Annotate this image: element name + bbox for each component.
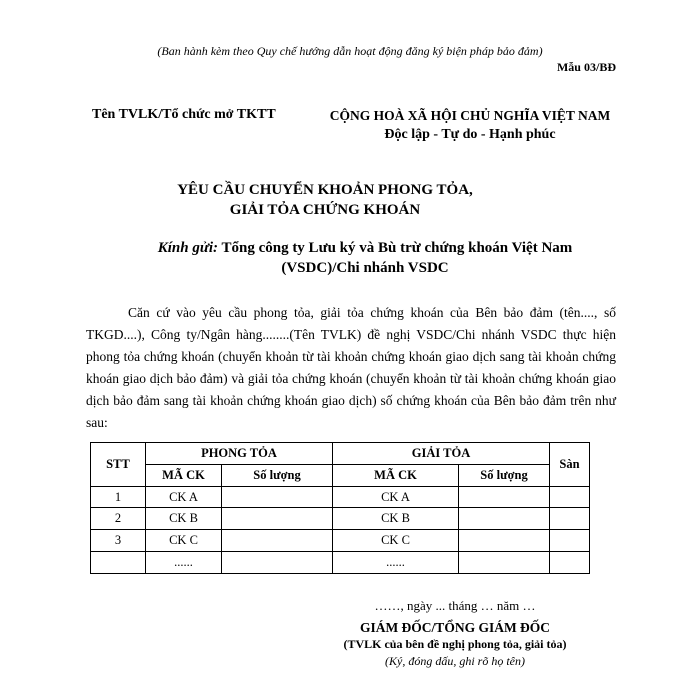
header-release: GIẢI TỎA bbox=[333, 443, 550, 465]
table-row bbox=[91, 530, 590, 552]
document-title bbox=[120, 180, 530, 220]
signature-note: (Ký, đóng dấu, ghi rõ họ tên) bbox=[385, 654, 525, 668]
recipient-line-2: (VSDC)/Chi nhánh VSDC bbox=[281, 260, 449, 276]
reference-note: (Ban hành kèm theo Quy chế hướng dẫn hoạt động đăng ký biện pháp bảo đảm) bbox=[157, 44, 543, 58]
table-subheader-row bbox=[91, 464, 590, 486]
row-release-quantity[interactable] bbox=[459, 530, 550, 552]
row-block-quantity[interactable] bbox=[222, 530, 333, 552]
header-stt: STT bbox=[91, 443, 146, 487]
signature-role: GIÁM ĐỐC/TỔNG GIÁM ĐỐC bbox=[359, 620, 551, 635]
table-header-row bbox=[91, 443, 590, 465]
row-release-quantity[interactable] bbox=[459, 486, 550, 508]
row-exchange[interactable] bbox=[550, 552, 590, 574]
row-exchange[interactable] bbox=[550, 530, 590, 552]
row-exchange[interactable] bbox=[550, 508, 590, 530]
signature-date-line: ……, ngày ... tháng … năm … bbox=[374, 598, 536, 613]
table-row bbox=[91, 486, 590, 508]
recipient-line-1 bbox=[130, 238, 600, 258]
recipient-name: Tổng công ty Lưu ký và Bù trừ chứng khoán Việt Nam bbox=[221, 240, 573, 256]
signature-sub-role: (TVLK của bên đề nghị phong tỏa, giải tỏa) bbox=[343, 637, 567, 651]
row-release-quantity[interactable] bbox=[459, 508, 550, 530]
row-release-code: CK C bbox=[333, 530, 459, 552]
row-block-quantity[interactable] bbox=[222, 508, 333, 530]
header-exchange: Sàn bbox=[550, 443, 590, 487]
row-block-code: CK C bbox=[146, 530, 222, 552]
header-release-code: MÃ CK bbox=[333, 464, 459, 486]
row-exchange[interactable] bbox=[550, 486, 590, 508]
body-paragraph: Căn cứ vào yêu cầu phong tỏa, giải tỏa chứng khoán của Bên bảo đảm (tên...., số TKGD....), Công ty/Ngân hàng........(Tên TVLK) đề nghị VSDC/Chi nhánh VSDC thực hiện phong tỏa chứng khoán (chuyển khoản từ tài khoản chứng khoán giao dịch sang tài khoản chứng khoán giao dịch bảo đảm) và giải tỏa chứng khoán (chuyển khoản từ tài khoản chứng khoán giao dịch bảo đảm sang tài khoản chứng khoán giao dịch) số chứng khoán của Bên bảo đảm trên như sau: bbox=[86, 305, 616, 430]
org-label: Tên TVLK/Tổ chức mở TKTT bbox=[92, 107, 276, 122]
table-row bbox=[91, 552, 590, 574]
row-release-code: ...... bbox=[333, 552, 459, 574]
securities-table bbox=[90, 442, 590, 574]
header-block-quantity: Số lượng bbox=[222, 464, 333, 486]
row-block-quantity[interactable] bbox=[222, 486, 333, 508]
header-block: PHONG TỎA bbox=[146, 443, 333, 465]
row-stt bbox=[91, 552, 146, 574]
row-block-code: CK B bbox=[146, 508, 222, 530]
header-block-code: MÃ CK bbox=[146, 464, 222, 486]
row-block-code: ...... bbox=[146, 552, 222, 574]
row-release-code: CK B bbox=[333, 508, 459, 530]
table-row bbox=[91, 508, 590, 530]
recipient-lead: Kính gửi: bbox=[157, 240, 218, 256]
row-block-code: CK A bbox=[146, 486, 222, 508]
row-block-quantity[interactable] bbox=[222, 552, 333, 574]
row-stt: 2 bbox=[91, 508, 146, 530]
title-line-1: YÊU CẦU CHUYỂN KHOẢN PHONG TỎA, bbox=[177, 182, 473, 198]
title-line-2: GIẢI TỎA CHỨNG KHOÁN bbox=[229, 202, 421, 218]
row-release-code: CK A bbox=[333, 486, 459, 508]
form-code: Mẫu 03/BĐ bbox=[556, 60, 616, 74]
national-title: CỘNG HOÀ XÃ HỘI CHỦ NGHĨA VIỆT NAM bbox=[329, 108, 611, 123]
recipient bbox=[130, 238, 600, 278]
row-stt: 1 bbox=[91, 486, 146, 508]
national-motto: Độc lập - Tự do - Hạnh phúc bbox=[384, 127, 556, 142]
row-stt: 3 bbox=[91, 530, 146, 552]
row-release-quantity[interactable] bbox=[459, 552, 550, 574]
header-release-quantity: Số lượng bbox=[459, 464, 550, 486]
